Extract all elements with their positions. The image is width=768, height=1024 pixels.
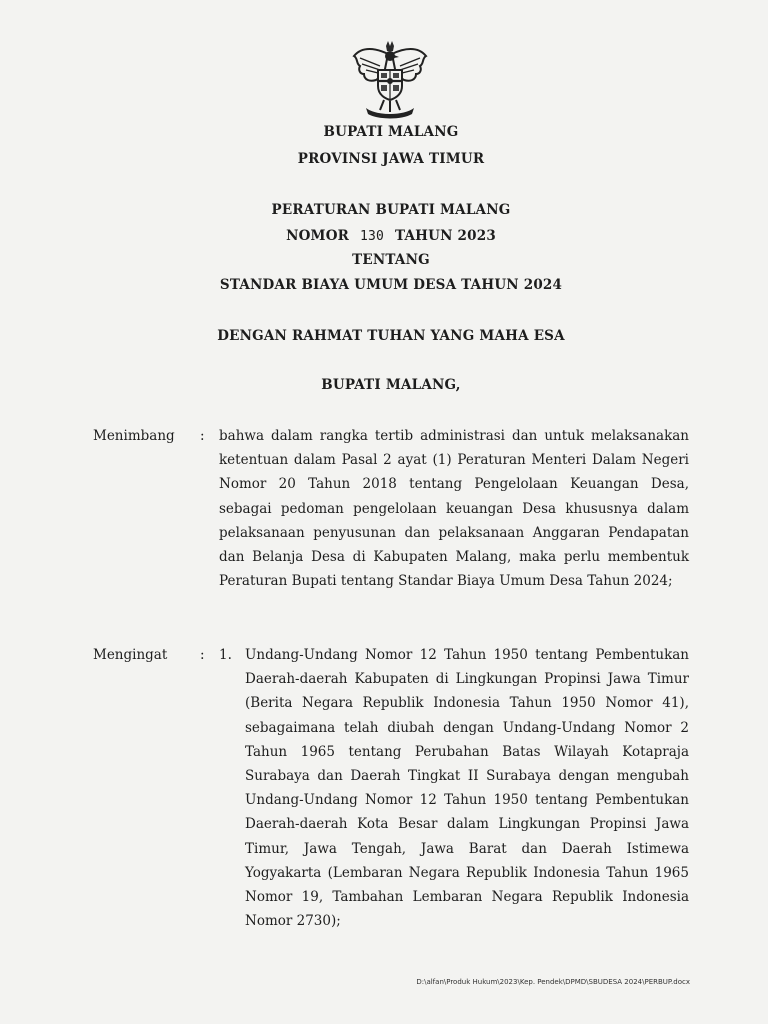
regulation-number-line [0,228,768,244]
issuer: BUPATI MALANG, [321,377,461,393]
regulation-subject: STANDAR BIAYA UMUM DESA TAHUN 2024 [219,277,563,293]
mengingat-label: Mengingat [93,647,168,663]
menimbang-label: Menimbang [93,428,175,444]
preamble: DENGAN RAHMAT TUHAN YANG MAHA ESA [217,328,565,344]
mengingat-colon: : [200,647,205,663]
mengingat-item-number: 1. [219,647,232,663]
header-line-2: PROVINSI JAWA TIMUR [297,151,485,167]
regulation-title: PERATURAN BUPATI MALANG [271,202,511,218]
nomor-value: 130 [360,229,385,244]
file-path-footer: D:\alfan\Produk Hukum\2023\Kep. Pendek\DPMD\SBUDESA 2024\PERBUP.docx [416,978,690,986]
header-line-1: BUPATI MALANG [323,124,459,140]
tahun-label: TAHUN 2023 [395,228,496,244]
garuda-emblem-icon [348,36,432,120]
mengingat-item-text: Undang-Undang Nomor 12 Tahun 1950 tentang Pembentukan Daerah-daerah Kabupaten di Lingkungan Propinsi Jawa Timur (Berita Negara Republik Indonesia Tahun 1950 Nomor 41), sebagaimana telah diubah dengan Undang-Undang Nomor 2 Tahun 1965 tentang Perubahan Batas Wilayah Kotapraja Surabaya dan Daerah Tingkat II Surabaya dengan mengubah Undang-Undang Nomor 12 Tahun 1950 tentang Pembentukan Daerah-daerah Kota Besar dalam Lingkungan Propinsi Jawa Timur, Jawa Tengah, Jawa Barat dan Daerah Istimewa Yogyakarta (Lembaran Negara Republik Indonesia Tahun 1965 Nomor 19, Tambahan Lembaran Negara Republik Indonesia Nomor 2730); [245,647,689,930]
menimbang-colon: : [200,428,205,444]
menimbang-text: bahwa dalam rangka tertib administrasi dan untuk melaksanakan ketentuan dalam Pasal 2 ayat (1) Peraturan Menteri Dalam Negeri Nomor 20 Tahun 2018 tentang Pengelolaan Keuangan Desa, sebagai pedoman pengelolaan keuangan Desa khususnya dalam pelaksanaan penyusunan dan pelaksanaan Anggaran Pendapatan dan Belanja Desa di Kabupaten Malang, maka perlu membentuk Peraturan Bupati tentang Standar Biaya Umum Desa Tahun 2024; [219,428,689,590]
nomor-label: NOMOR [286,228,350,244]
tentang-label: TENTANG [352,252,430,268]
